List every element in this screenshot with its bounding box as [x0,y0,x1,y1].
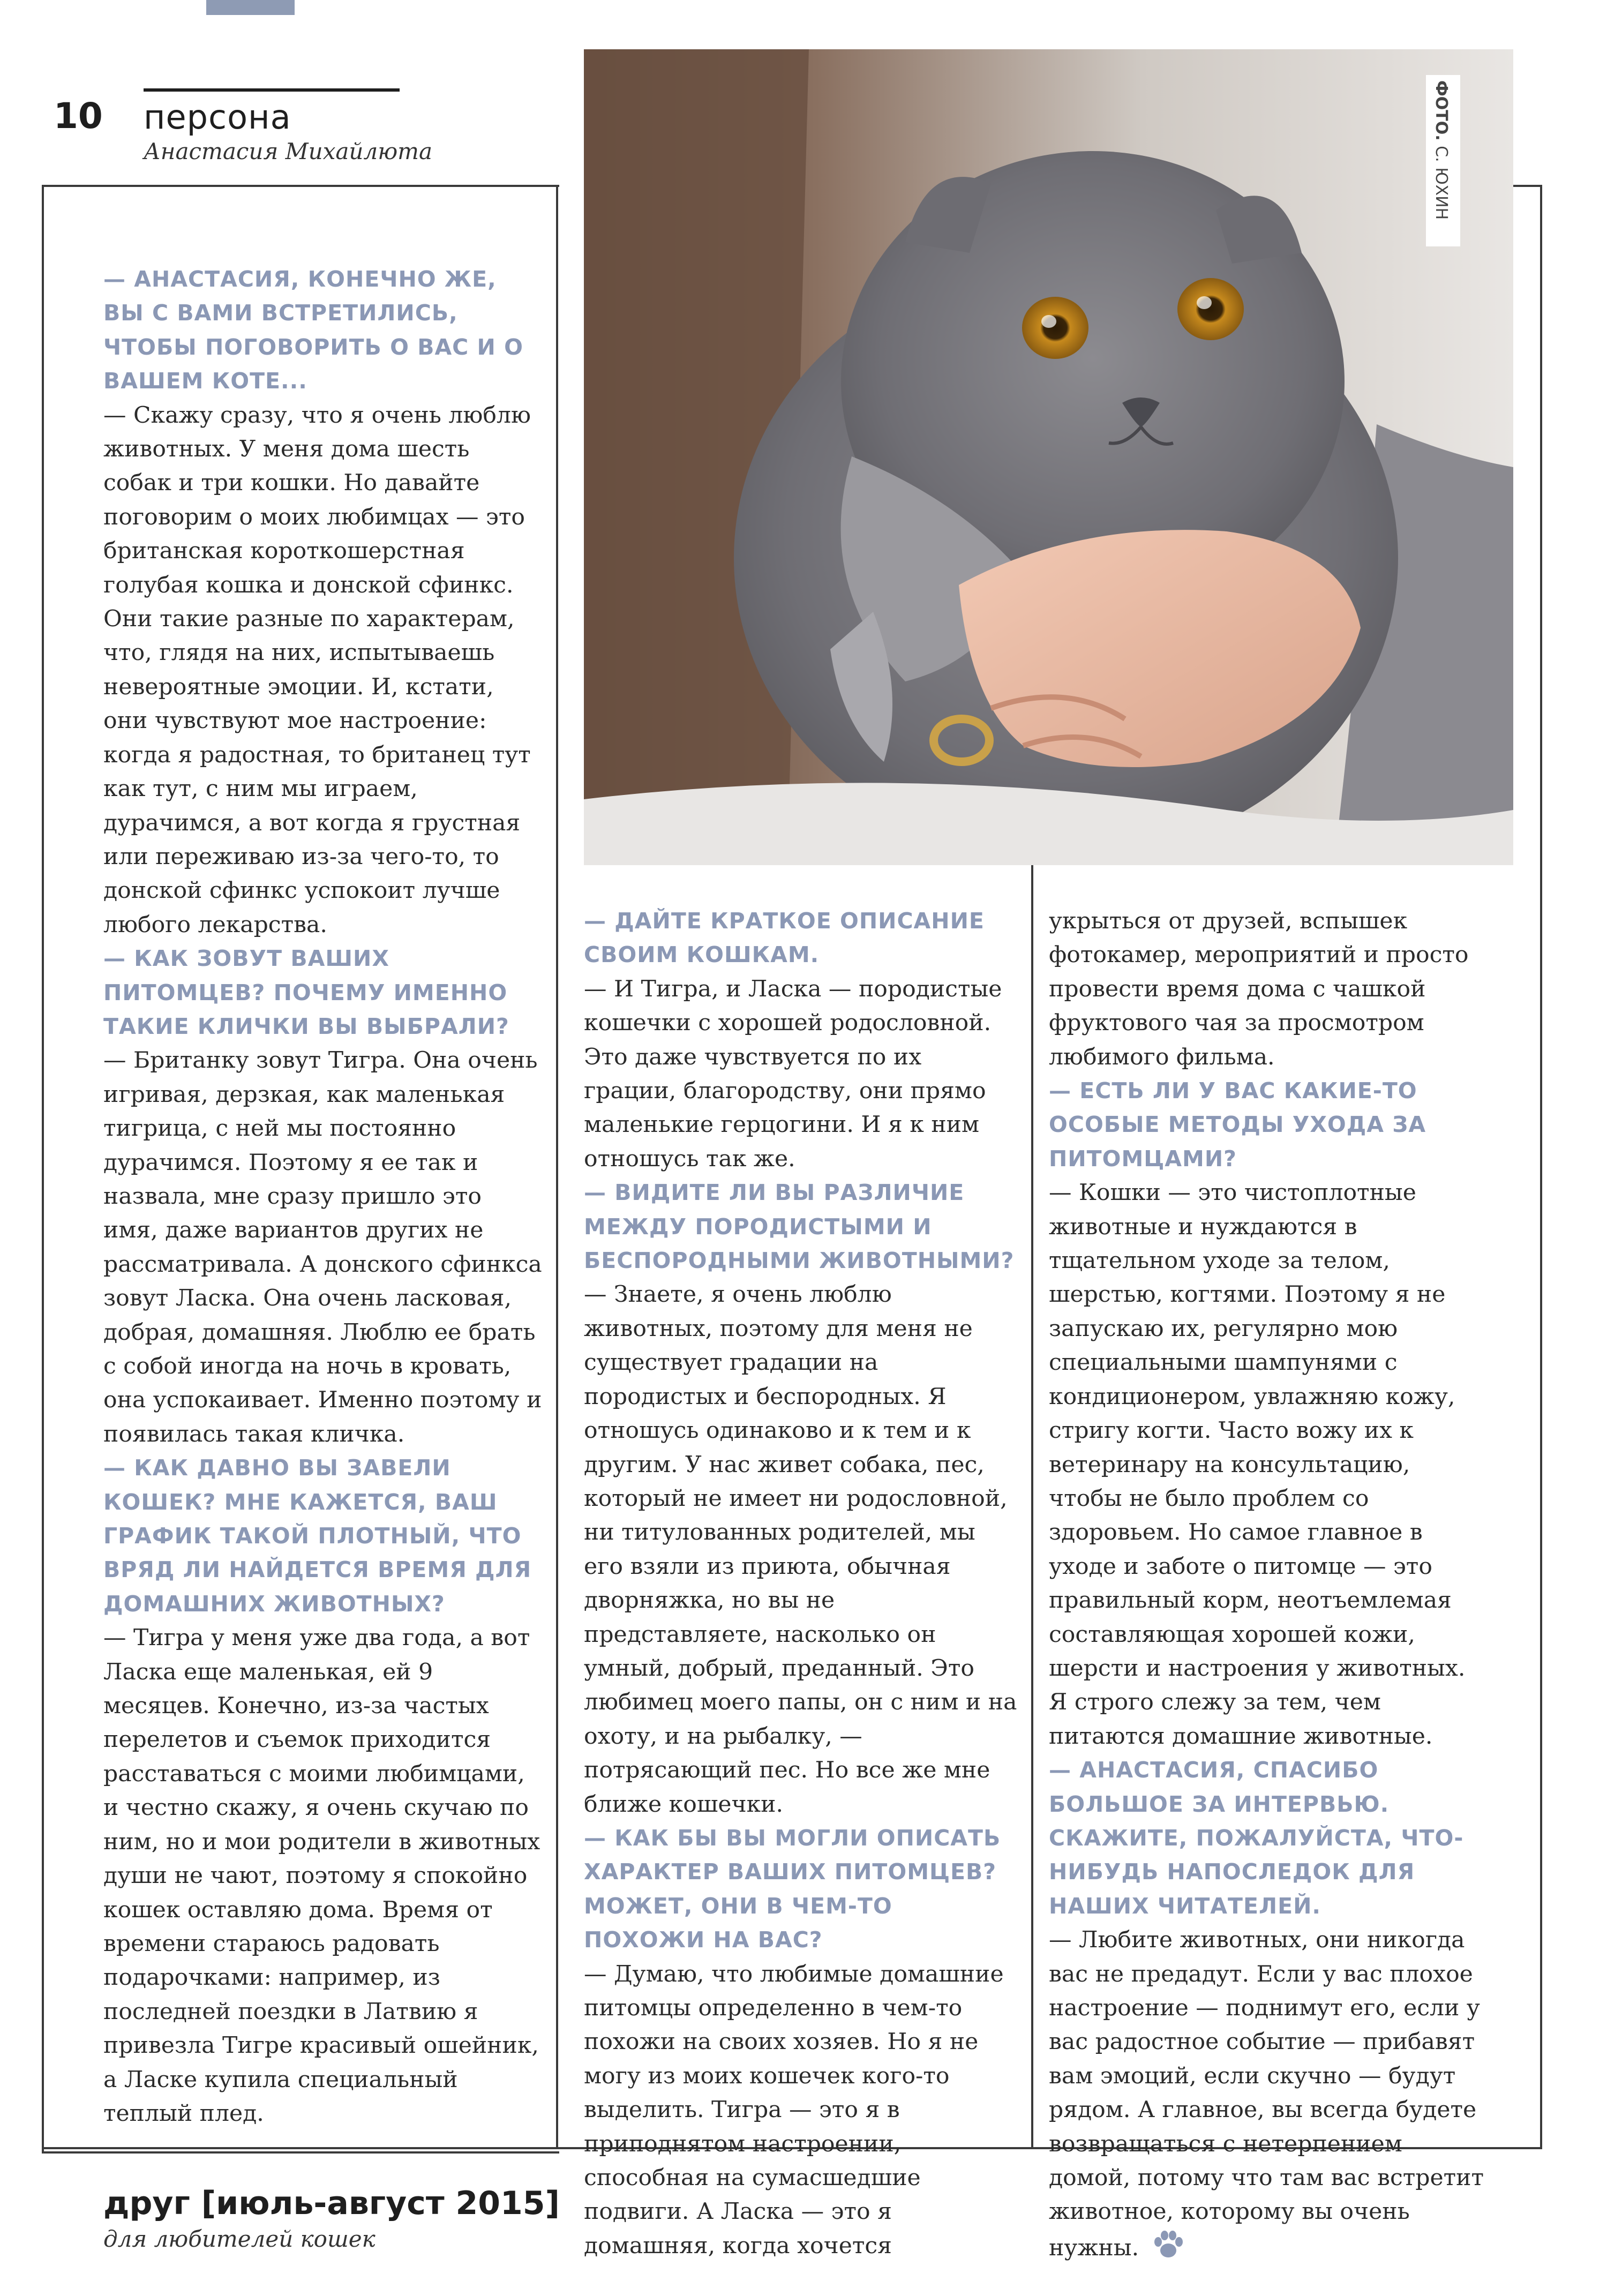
column-divider-3 [1540,185,1542,2149]
answer-final-text: — Любите животных, они никогда вас не предадут. Если у вас плохое настроение — поднимут его, если у вас радостное событие — прибавят вам эмоций, если скучно — будут рядом. А главное, вы всегда будете возвращаться с нетерпением домой, потому что там вас встретит животное, которому вы очень нужны. [1049,1927,1484,2262]
person-name: Анастасия Михайлюта [144,138,433,164]
answer: — И Тигра, и Ласка — породистые кошечки с хорошей родословной. Это даже чувствуется по их грации, благородству, они прямо маленькие герцогини. И я к ним отношусь так же. [584,976,1002,1172]
question: — КАК ЗОВУТ ВАШИХ ПИТОМЦЕВ? ПОЧЕМУ ИМЕННО ТАКИЕ КЛИЧКИ ВЫ ВЫБРАЛИ? [103,946,509,1039]
question: — АНАСТАСИЯ, КОНЕЧНО ЖЕ, ВЫ С ВАМИ ВСТРЕТИЛИСЬ, ЧТОБЫ ПОГОВОРИТЬ О ВАС И О ВАШЕМ КОТЕ... [103,266,523,394]
question: — ДАЙТЕ КРАТКОЕ ОПИСАНИЕ СВОИМ КОШКАМ. [584,908,985,968]
column-2 [584,904,1020,2263]
top-accent-bar [206,0,295,15]
answer: укрыться от друзей, вспышек фотокамер, мероприятий и просто провести время дома с чашкой фруктового чая за просмотром любимого фильма. [1049,908,1469,1070]
cat-photo [584,49,1513,865]
answer: — Британку зовут Тигра. Она очень игривая, дерзкая, как маленькая тигрица, с ней мы постоянно дурачимся. Поэтому я ее так и назвала, мне сразу пришло это имя, даже вариантов других не рассматривала. А донского сфинкса зовут Ласка. Она очень ласковая, добрая, домашняя. Люблю ее брать с собой иногда на ночь в кровать, она успокаивает. Именно поэтому и появилась такая кличка. [103,1047,542,1447]
question: — КАК ДАВНО ВЫ ЗАВЕЛИ КОШЕК? МНЕ КАЖЕТСЯ, ВАШ ГРАФИК ТАКОЙ ПЛОТНЫЙ, ЧТО ВРЯД ЛИ НАЙДЕТСЯ ВРЕМЯ ДЛЯ ДОМАШНИХ ЖИВОТНЫХ? [103,1455,532,1617]
photo-credit-name: С. ЮХИН [1432,146,1451,220]
photo-credit [1432,80,1451,220]
column-divider-2 [1031,865,1033,2149]
answer: — Скажу сразу, что я очень люблю животных. У меня дома шесть собак и три кошки. Но давайте поговорим о моих любимцах — это британская короткошерстная голубая кошка и донской сфинкс. Они такие разные по характерам, что, глядя на них, испытываешь невероятные эмоции. И, кстати, они чувствуют мое настроение: когда я радостная, то британец тут как тут, с ним мы играем, дурачимся, а вот когда я грустная или переживаю из-за чего-то, то донской сфинкс успокоит лучше любого лекарства. [103,402,531,938]
column-3 [1049,904,1488,2270]
question: — АНАСТАСИЯ, СПАСИБО БОЛЬШОЕ ЗА ИНТЕРВЬЮ. СКАЖИТЕ, ПОЖАЛУЙСТА, ЧТО-НИБУДЬ НАПОСЛЕДОК ДЛЯ НАШИХ ЧИТАТЕЛЕЙ. [1049,1757,1464,1919]
page-number: 10 [54,95,103,137]
rubric-title: персона [144,97,291,137]
magazine-subtitle: для любителей кошек [103,2226,376,2252]
photo-credit-label: ФОТО. [1432,80,1451,141]
column-1 [103,262,543,2130]
answer: — Кошки — это чистоплотные животные и нуждаются в тщательном уходе за телом, шерстью, когтями. Поэтому я не запускаю их, регулярно мою специальными шампунями с кондиционером, увлажняю кожу, стригу когти. Часто вожу их к ветеринару на консультацию, чтобы не было проблем со здоровьем. Но самое главное в уходе и заботе о питомце — это правильный корм, неотъемлемая составляющая хорошей кожи, шерсти и настроения у животных. Я строго слежу за тем, чем питаются домашние животные. [1049,1180,1466,1750]
question: — ЕСТЬ ЛИ У ВАС КАКИЕ-ТО ОСОБЫЕ МЕТОДЫ УХОДА ЗА ПИТОМЦАМИ? [1049,1078,1426,1172]
paw-icon [1152,2229,1185,2270]
answer: — Знаете, я очень люблю животных, поэтому для меня не существует градации на породистых и беспородных. Я отношусь одинаково и к тем и к другим. У нас живет собака, пес, который не имеет ни родословной, ни титулованных родителей, мы его взяли из приюта, обычная дворняжка, но вы не представляете, насколько он умный, добрый, преданный. Это любимец моего папы, он с ним и на охоту, и на рыбалку, — потрясающий пес. Но все же мне ближе кошечки. [584,1281,1017,1818]
question: — КАК БЫ ВЫ МОГЛИ ОПИСАТЬ ХАРАКТЕР ВАШИХ ПИТОМЦЕВ? МОЖЕТ, ОНИ В ЧЕМ-ТО ПОХОЖИ НА ВАС? [584,1825,1001,1953]
magazine-title: друг [июль-август 2015] [103,2185,560,2222]
answer: — Думаю, что любимые домашние питомцы определенно в чем-то похожи на своих хозяев. Но я не могу из моих кошечек кого-то выделить. Тигра — это я в приподнятом настроении, способная на сумасшедшие подвиги. А Ласка — это я домашняя, когда хочется [584,1961,1004,2259]
answer-final [1049,1923,1488,2270]
answer: — Тигра у меня уже два года, а вот Ласка еще маленькая, ей 9 месяцев. Конечно, из-за частых перелетов и съемок приходится расставаться с моими любимцами, и честно скажу, я очень скучаю по ним, но и мои родители в животных души не чают, поэтому я спокойно кошек оставляю дома. Время от времени стараюсь радовать подарочками: например, из последней поездки в Латвию я привезла Тигре красивый ошейник, а Ласке купила специальный теплый плед. [103,1625,540,2127]
question: — ВИДИТЕ ЛИ ВЫ РАЗЛИЧИЕ МЕЖДУ ПОРОДИСТЫМИ И БЕСПОРОДНЫМИ ЖИВОТНЫМИ? [584,1180,1015,1274]
cat-photo-illustration [584,49,1513,865]
rubric-rule [144,88,400,92]
column-divider-1 [556,185,558,2149]
